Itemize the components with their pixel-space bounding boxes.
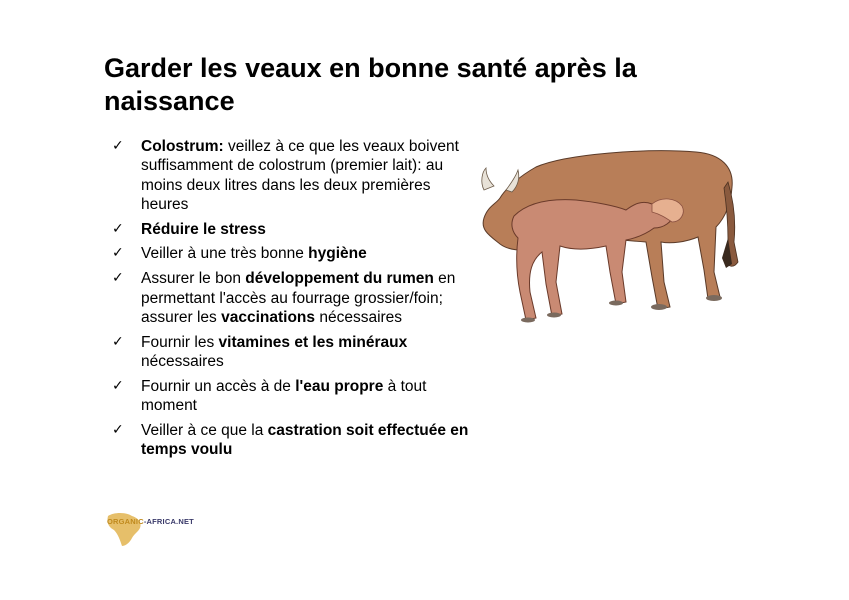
bullet-text: nécessaires	[141, 352, 224, 370]
bullet-text-bold: l'eau propre	[295, 377, 384, 395]
bullet-text: en permettant l'accès au fourrage grossier/foin; assurer les	[141, 270, 456, 326]
africa-logo-icon	[104, 510, 194, 550]
checkmark-icon: ✓	[112, 333, 124, 350]
bullet-item	[112, 269, 482, 327]
bullet-item	[112, 220, 482, 239]
checkmark-icon: ✓	[112, 220, 124, 237]
bullet-text-bold: hygiène	[308, 245, 367, 263]
bullet-text-bold: castration soit effectuée en temps voulu	[141, 421, 469, 459]
cow-and-calf-illustration	[476, 142, 740, 334]
bullet-text: Assurer le bon	[141, 270, 246, 288]
bullet-item	[112, 333, 482, 372]
checkmark-icon: ✓	[112, 270, 124, 287]
bullet-list	[112, 137, 482, 465]
checkmark-icon: ✓	[112, 421, 124, 438]
bullet-text: veillez à ce que les veaux boivent suffisamment de colostrum (premier lait): au moins deux litres dans les deux premières heures	[141, 138, 459, 213]
bullet-text-bold: Colostrum:	[141, 138, 224, 155]
checkmark-icon: ✓	[112, 245, 124, 262]
bullet-item	[112, 421, 482, 460]
bullet-text: à tout moment	[141, 377, 427, 415]
bullet-text: Veiller à ce que la	[141, 421, 268, 439]
checkmark-icon: ✓	[112, 377, 124, 394]
logo-text: ORGANIC-AFRICA.NET	[107, 517, 194, 526]
bullet-text: nécessaires	[315, 308, 403, 326]
bullet-text: Fournir les	[141, 333, 219, 351]
bullet-text-bold: vitamines et les minéraux	[218, 333, 408, 351]
bullet-text-bold: vaccinations	[221, 308, 316, 326]
bullet-item	[112, 137, 482, 214]
checkmark-icon: ✓	[112, 138, 124, 154]
bullet-text-bold: développement du rumen	[245, 270, 434, 288]
bullet-text: Fournir un accès à de	[141, 377, 296, 395]
bullet-text: Veiller à une très bonne	[141, 245, 309, 263]
page-title: Garder les veaux en bonne santé après la naissance	[104, 53, 637, 116]
bullet-item	[112, 377, 482, 416]
bullet-text-bold: Réduire le stress	[141, 220, 266, 238]
bullet-item	[112, 244, 482, 263]
